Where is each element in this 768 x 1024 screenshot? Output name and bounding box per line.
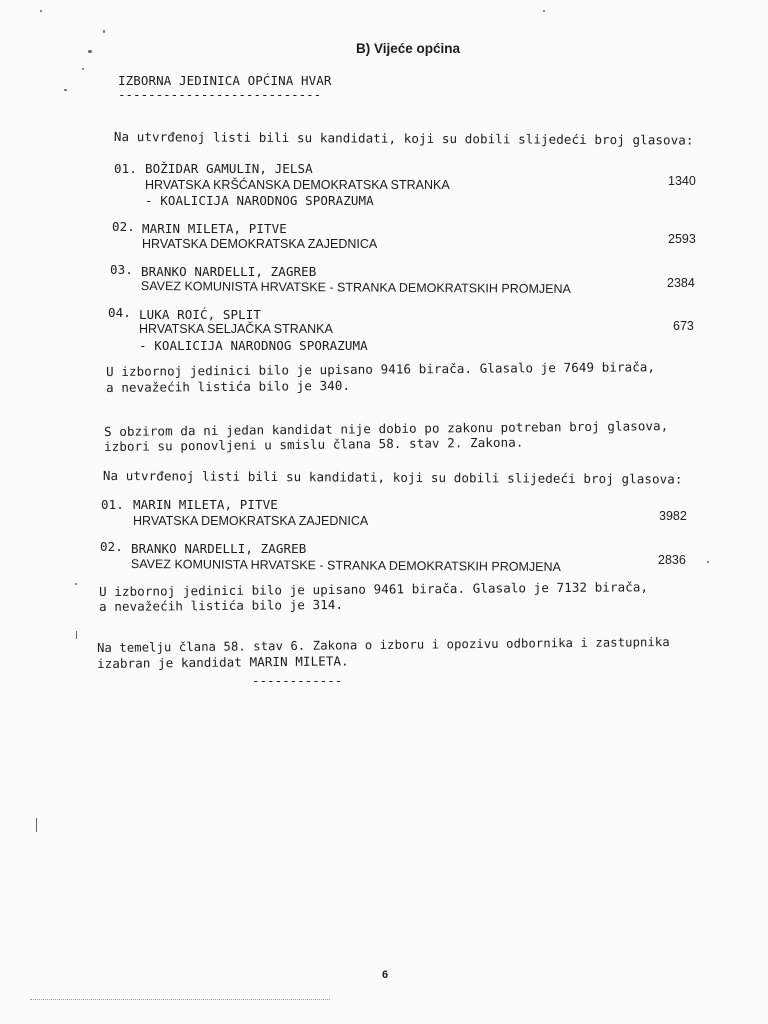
round1-candidate-4-coalition: - KOALICIJA NARODNOG SPORAZUMA (139, 338, 368, 353)
round2-summary-line2: a nevažećih listića bilo je 314. (99, 596, 344, 614)
round1-candidate-1-party: HRVATSKA KRŠĆANSKA DEMOKRATSKA STRANKA (145, 178, 450, 192)
section-title: B) Vijeće općina (356, 41, 461, 56)
round1-intro: Na utvrđenoj listi bili su kandidati, koji su dobili slijedeći broj glasova: (113, 129, 694, 148)
round2-summary-line1: U izbornoj jedinici bilo je upisano 9461 birača. Glasalo je 7132 birača, (99, 579, 649, 599)
round2-candidate-1-party: HRVATSKA DEMOKRATSKA ZAJEDNICA (133, 514, 369, 528)
repeat-election-note-line2: izbori su ponovljeni u smislu člana 58. stav 2. Zakona. (104, 434, 524, 454)
round1-candidate-4-number: 04. (108, 305, 131, 320)
electoral-unit-title: IZBORNA JEDINICA OPĆINA HVAR (118, 73, 332, 88)
conclusion-line1: Na temelju člana 58. stav 6. Zakona o izboru i opozivu odbornika i zastupnika (97, 635, 670, 655)
round2-candidate-1-number: 01. (101, 497, 124, 512)
round2-candidate-1-name: MARIN MILETA, PITVE (133, 497, 278, 512)
scan-speck (88, 50, 92, 53)
round1-candidate-2-party: HRVATSKA DEMOKRATSKA ZAJEDNICA (142, 237, 378, 251)
scan-speck (75, 583, 77, 585)
scan-speck (76, 631, 77, 639)
round1-candidate-3-votes: 2384 (667, 276, 695, 290)
round2-candidate-2-number: 02. (100, 539, 123, 554)
round2-candidate-1-votes: 3982 (659, 509, 687, 523)
round1-candidate-2-votes: 2593 (668, 232, 696, 246)
round1-candidate-1-votes: 1340 (668, 174, 696, 188)
round1-candidate-2-number: 02. (112, 219, 135, 234)
round1-candidate-1-coalition: - KOALICIJA NARODNOG SPORAZUMA (145, 193, 374, 208)
round2-candidate-2-name: BRANKO NARDELLI, ZAGREB (131, 541, 307, 556)
round2-candidate-2-votes: 2836 (658, 553, 686, 567)
round1-candidate-3-number: 03. (110, 262, 133, 277)
round1-summary-line2: a nevažećih listića bilo je 340. (106, 377, 351, 395)
round2-candidate-2-party: SAVEZ KOMUNISTA HRVATSKE - STRANKA DEMOKRATSKIH PROMJENA (130, 557, 561, 575)
round1-candidate-1-name: BOŽIDAR GAMULIN, JELSA (145, 161, 313, 176)
round1-candidate-4-name: LUKA ROIĆ, SPLIT (139, 307, 262, 322)
scan-speck (543, 10, 545, 12)
round1-candidate-4-party: HRVATSKA SELJAČKA STRANKA (139, 322, 333, 336)
round1-candidate-3-name: BRANKO NARDELLI, ZAGREB (141, 264, 317, 279)
scan-speck (64, 89, 67, 91)
round1-candidate-4-votes: 673 (673, 319, 694, 333)
conclusion-line2: izabran je kandidat MARIN MILETA. (97, 653, 349, 671)
electoral-unit-underline: --------------------------- (118, 87, 322, 102)
repeat-election-note-line1: S obzirom da ni jedan kandidat nije dobio po zakonu potreban broj glasova, (104, 418, 669, 439)
scan-speck (103, 30, 105, 33)
round1-candidate-2-name: MARIN MILETA, PITVE (142, 221, 287, 236)
scan-speck (82, 68, 84, 70)
round1-candidate-3-party: SAVEZ KOMUNISTA HRVATSKE - STRANKA DEMOKRATSKIH PROMJENA (140, 279, 571, 297)
page-number: 6 (382, 969, 389, 981)
round2-intro: Na utvrđenoj listi bili su kandidati, koji su dobili slijedeći broj glasova: (102, 468, 683, 487)
scan-speck (40, 10, 42, 12)
scan-speck (707, 561, 709, 563)
round1-candidate-1-number: 01. (114, 161, 137, 176)
conclusion-underline: ------------ (252, 673, 343, 688)
scan-speck (36, 818, 37, 832)
scan-bottom-edge (30, 999, 330, 1001)
round1-summary-line1: U izbornoj jedinici bilo je upisano 9416 birača. Glasalo je 7649 birača, (106, 359, 656, 379)
